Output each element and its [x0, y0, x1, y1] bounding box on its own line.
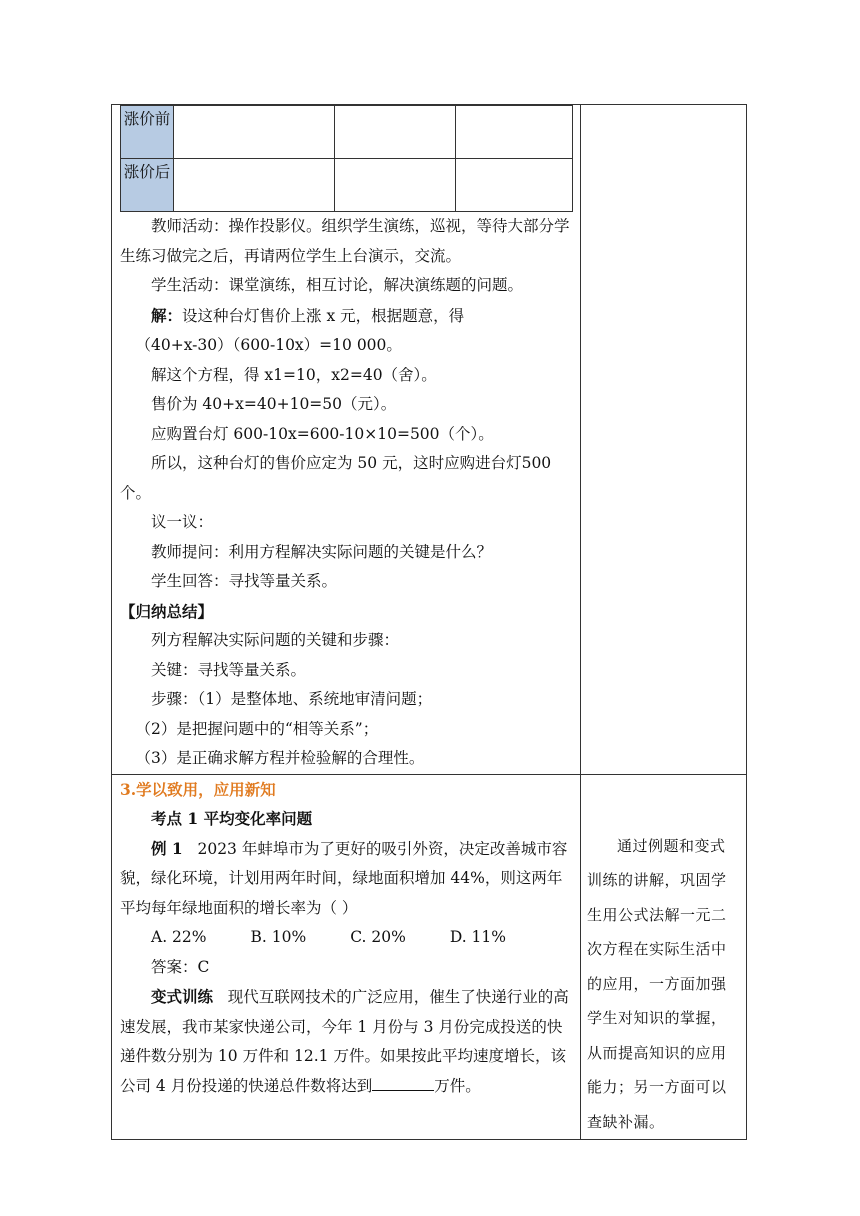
row-label-after: 涨价后 — [121, 159, 174, 212]
table-cell — [174, 159, 335, 212]
option-d: D. 11% — [449, 928, 507, 946]
equation: （40+x-30）（600-10x）=10 000。 — [135, 336, 402, 354]
example-1 — [120, 834, 574, 924]
table-cell — [174, 106, 335, 159]
solution-text: 设这种台灯售价上涨 x 元，根据题意，得 — [182, 306, 465, 325]
main-cell-2 — [112, 774, 581, 1140]
side-cell-2 — [580, 774, 746, 1140]
price-table — [120, 105, 573, 212]
variant-text: 现代互联网技术的广泛应用，催生了快递行业的高速发展，我市某家快递公司，今年 1 月份与 3 月份完成投送的快递件数分别为 10 万件和 12.1 万件。如果按此平均速度增长，该公司 4 月份投递的快递总件数将达到 — [120, 988, 569, 1095]
row-label-before: 涨价前 — [121, 106, 174, 159]
section-heading: 3.学以致用，应用新知 — [120, 779, 276, 799]
price-line: 售价为 40+x=40+10=50（元）。 — [151, 395, 397, 413]
solution-line — [120, 301, 574, 332]
summary-step3: （3）是正确求解方程并检验解的合理性。 — [135, 749, 425, 767]
answer-blank — [372, 1076, 434, 1091]
lesson-table — [111, 104, 747, 1140]
summary-step2: （2）是把握问题中的“相等关系”； — [135, 719, 379, 738]
buy-line: 应购置台灯 600-10x=600-10×10=500（个）。 — [151, 424, 494, 443]
solution-label: 解： — [151, 305, 183, 325]
answer: 答案：C — [151, 957, 210, 976]
discuss-label: 议一议： — [151, 513, 214, 531]
teacher-activity: 教师活动：操作投影仪。组织学生演练，巡视，等待大部分学生练习做完之后，再请两位学生上台演示，交流。 — [120, 217, 570, 265]
table-cell — [335, 106, 456, 159]
table-row — [121, 159, 573, 212]
table-row — [121, 106, 573, 159]
option-a: A. 22% — [151, 928, 207, 946]
conclusion: 所以，这种台灯的售价应定为 50 元，这时应购进台灯500 个。 — [120, 454, 552, 502]
summary-title: 【归纳总结】 — [120, 601, 214, 621]
teacher-question: 教师提问：利用方程解决实际问题的关键是什么？ — [151, 542, 493, 561]
example-label: 例 1 — [151, 838, 183, 858]
options-row — [120, 923, 574, 953]
table-cell — [335, 159, 456, 212]
summary-key: 关键：寻找等量关系。 — [151, 660, 307, 679]
summary-intro: 列方程解决实际问题的关键和步骤： — [151, 631, 400, 649]
student-activity: 学生活动：课堂演练，相互讨论，解决演练题的问题。 — [151, 276, 524, 294]
side-note: 通过例题和变式训练的讲解，巩固学生用公式法解一元二次方程在实际生活中的应用，一方面加强学生对知识的掌握，从而提高知识的应用能力；另一方面可以查缺补漏。 — [586, 836, 727, 1131]
side-cell-1 — [580, 105, 746, 775]
solve-line: 解这个方程，得 x1=10，x2=40（舍）。 — [151, 365, 437, 384]
student-answer: 学生回答：寻找等量关系。 — [151, 572, 338, 590]
variant-label: 变式训练 — [151, 987, 214, 1006]
table-cell — [456, 106, 573, 159]
variant-training — [120, 982, 574, 1101]
variant-end: 万件。 — [434, 1076, 481, 1095]
kaodian-title: 考点 1 平均变化率问题 — [151, 809, 313, 828]
example-text: 2023 年蚌埠市为了更好的吸引外资，决定改善城市容貌，绿化环境，计划用两年时间，绿地面积增加 44%，则这两年平均每年绿地面积的增长率为（ ） — [120, 839, 568, 917]
summary-step1: 步骤：（1）是整体地、系统地审清问题； — [151, 690, 433, 708]
table-cell — [456, 159, 573, 212]
option-b: B. 10% — [250, 928, 307, 946]
main-cell-1 — [112, 105, 581, 775]
option-c: C. 20% — [350, 928, 406, 946]
